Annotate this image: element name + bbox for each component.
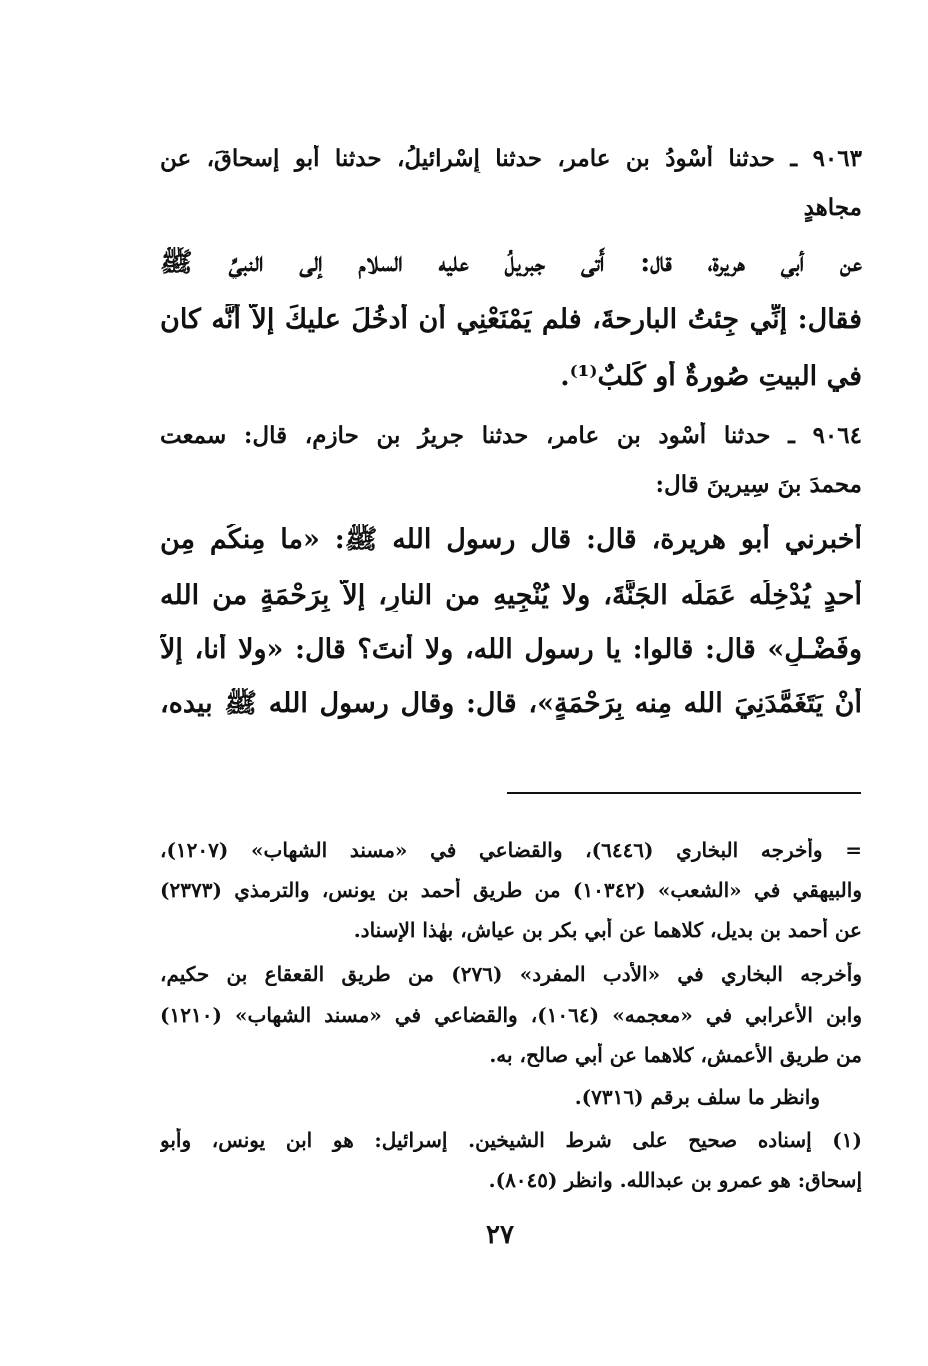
hadith-9063-isnad-line-1: ٩٠٦٣ ـ حدثنا أَسْودُ بن عامر، حدثنا إِسْرائيلُ، حدثنا أبو إسحاقَ، عن — [160, 145, 862, 172]
hadith-9064-matn-line-1: أَخبرني أبو هريرة، قال: قال رسول الله ﷺ: «ما مِنكُم مِن — [160, 524, 862, 555]
footnote-separator — [507, 792, 861, 794]
hadith-9063-matn-line-2: فقال: إنِّي جِئتُ البارحةَ، فلم يَمْنَعْنِي أن أَدخُلَ عليكَ إلاَّ أنَّه كان — [160, 304, 862, 335]
footnote-line-1: = وأخرجه البخاري (٦٤٤٦)، والقضاعي في «مسند الشهاب» (١٢٠٧)، — [160, 838, 862, 862]
hadith-9064-isnad-line-2: محمدَ بنَ سِيرينَ قال: — [655, 471, 862, 498]
hadith-9063-isnad-line-2: مجاهدٍ — [803, 194, 862, 221]
footnote-line-3: عن أحمد بن بديل، كلاهما عن أبي بكر بن عياش، بهٰذا الإسناد. — [353, 918, 862, 942]
hadith-9064-isnad-line-1: ٩٠٦٤ ـ حدثنا أَسْود بن عامر، حدثنا جريرُ بن حازمٍ، قال: سمعت — [160, 422, 862, 449]
footnote-line-4: وأخرجه البخاري في «الأدب المفرد» (٢٧٦) من طريق القعقاع بن حكيم، — [160, 962, 862, 986]
footnote-line-2: والبيهقي في «الشعب» (١٠٣٤٢) من طريق أحمد بن يونس، والترمذي (٢٣٧٣) — [160, 878, 862, 902]
hadith-9064-matn-line-4: أَنْ يَتَغَمَّدَنِيَ الله مِنه بِرَحْمَةٍ»، قال: وقال رسول الله ﷺ بيده، — [160, 688, 862, 719]
hadith-9064-matn-line-3: وفَضْـلٍ» قال: قالوا: يا رسول الله، ولا أَنتَ؟ قال: «ولا أنا، إلاَّ — [160, 634, 862, 665]
hadith-9063-matn-line-3: في البيتِ صُورةٌ أو كَلبٌ⁽¹⁾. — [560, 361, 862, 392]
footnote-line-7: وانظر ما سلف برقم (٧٣١٦). — [574, 1085, 820, 1109]
hadith-9064-matn-line-2: أَحدٍ يُدْخِلُه عَمَلُه الجَنَّةَ، ولا يُنْجِيهِ من النارِ، إلاَّ بِرَحْمَةٍ من الله — [160, 580, 862, 611]
footnote-line-6: من طريق الأعمش، كلاهما عن أبي صالح، به. — [489, 1043, 862, 1067]
footnote-line-5: وابن الأعرابي في «معجمه» (١٠٦٤)، والقضاعي في «مسند الشهاب» (١٢١٠) — [160, 1003, 862, 1027]
footnote-1-line-2: إسحاق: هو عمرو بن عبدالله. وانظر (٨٠٤٥). — [488, 1168, 862, 1192]
page-number: ٢٧ — [486, 1220, 514, 1250]
footnote-1-line-1: (١) إسناده صحيح على شرط الشيخين. إسرائيل: هو ابن يونس، وأبو — [160, 1128, 862, 1152]
hadith-9063-matn-line-1: عن أبي هريرة، قال: أَتى جبريلُ عليه السلام إلى النبيِّ ﷺ — [160, 247, 862, 278]
